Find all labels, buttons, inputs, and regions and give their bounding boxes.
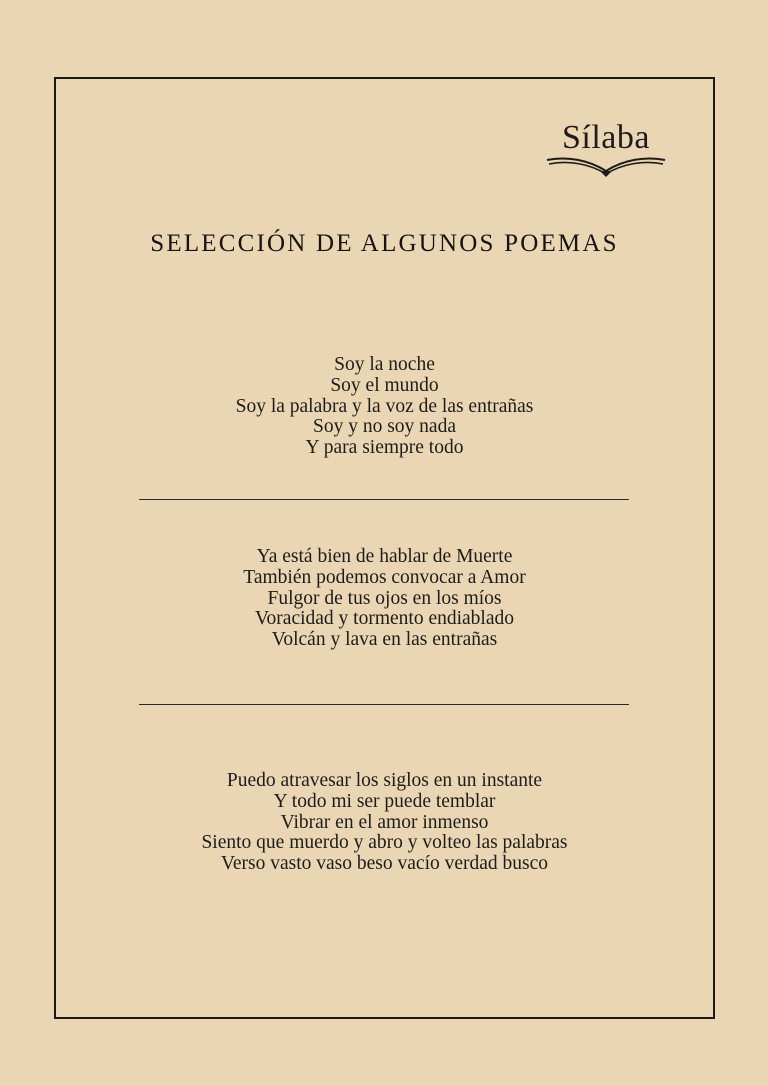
- poem-line: Vibrar en el amor inmenso: [280, 811, 489, 833]
- silaba-logo: [545, 118, 667, 180]
- poem-block-1: [54, 355, 715, 459]
- poem-line: Volcán y lava en las entrañas: [271, 629, 498, 651]
- open-book-icon: [545, 154, 667, 178]
- poem-line: Verso vasto vaso beso vacío verdad busco: [220, 853, 549, 875]
- page-title: SELECCIÓN DE ALGUNOS POEMAS: [150, 230, 619, 257]
- poem-line: Soy la noche: [334, 354, 435, 375]
- logo-wordmark: Sílaba: [562, 119, 650, 156]
- poem-line: Y para siempre todo: [305, 437, 464, 459]
- poem-line: Voracidad y tormento endiablado: [254, 608, 515, 630]
- poem-line: Siento que muerdo y abro y volteo las palabras: [201, 832, 568, 854]
- poem-block-3: [54, 771, 715, 875]
- poem-line: Y todo mi ser puede temblar: [273, 790, 496, 812]
- section-divider: [139, 499, 629, 500]
- section-divider: [139, 704, 629, 705]
- poem-line: También podemos convocar a Amor: [243, 566, 526, 588]
- poem-line: Ya está bien de hablar de Muerte: [256, 546, 513, 567]
- poem-line: Fulgor de tus ojos en los míos: [267, 587, 502, 609]
- poem-line: Soy el mundo: [330, 374, 439, 396]
- poem-line: Soy y no soy nada: [313, 416, 456, 438]
- poem-block-2: [54, 547, 715, 651]
- poem-line: Soy la palabra y la voz de las entrañas: [235, 395, 534, 417]
- poem-line: Puedo atravesar los siglos en un instante: [226, 770, 543, 791]
